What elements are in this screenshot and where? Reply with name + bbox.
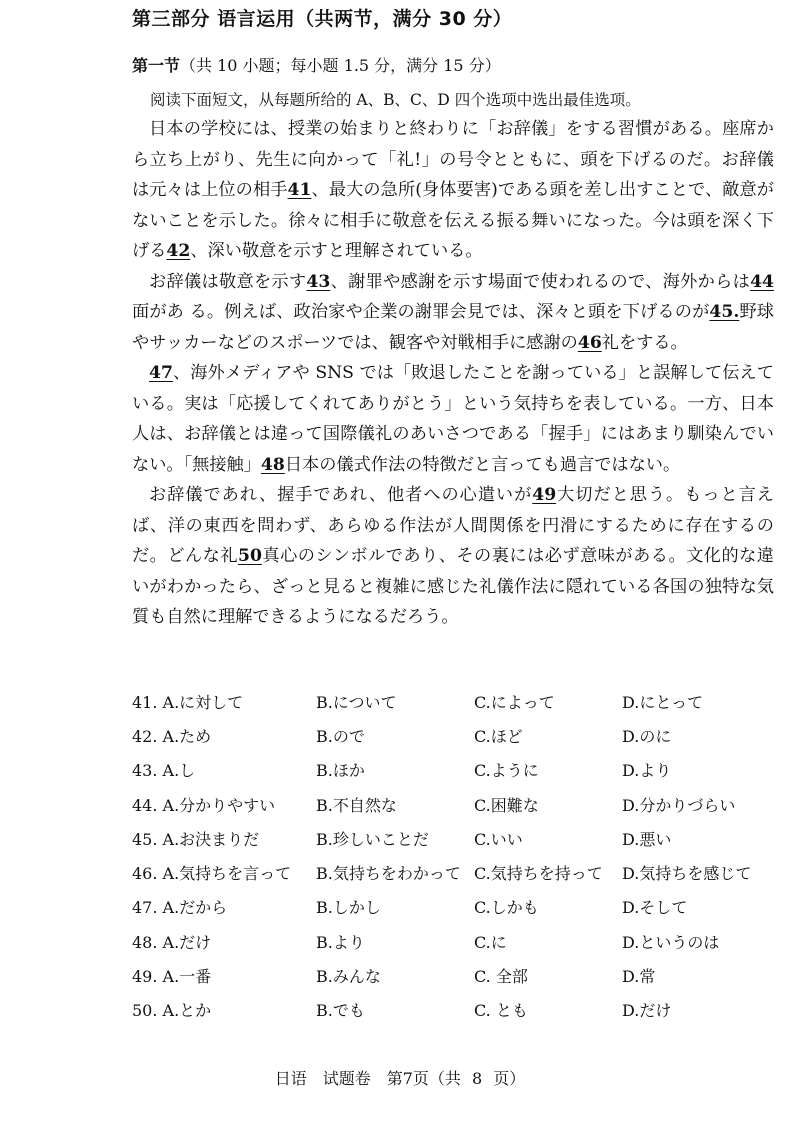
option-c: C.しかも bbox=[474, 898, 539, 918]
option-a: 43. A.し bbox=[132, 761, 196, 781]
passage-paragraph bbox=[132, 358, 774, 480]
section-info: （共 10 小题；每小题 1.5 分，满分 15 分） bbox=[180, 56, 501, 75]
passage-text: 大切だと思う。もっと言えば、洋の東西を問わず、あらゆる作法が人間関係を円滑にするために存在するのだ。どんな礼 bbox=[132, 485, 774, 566]
question-options-row bbox=[132, 890, 772, 924]
option-a: 47. A.だから bbox=[132, 898, 228, 918]
passage-text: 礼をする。 bbox=[601, 332, 688, 353]
question-options-row bbox=[132, 821, 772, 855]
option-d: D.だけ bbox=[622, 1001, 672, 1021]
option-b: B.でも bbox=[316, 1001, 365, 1021]
option-c: C.困難な bbox=[474, 795, 539, 815]
option-b: B.ほか bbox=[316, 761, 365, 781]
section-label: 第一节 bbox=[132, 56, 181, 75]
blank-number: 41 bbox=[287, 180, 312, 200]
blank-number: 45. bbox=[709, 302, 740, 322]
option-b: B.について bbox=[316, 692, 397, 712]
option-c: C.いい bbox=[474, 829, 523, 849]
option-d: D.常 bbox=[622, 967, 656, 987]
option-a: 46. A.気持ちを言って bbox=[132, 864, 292, 884]
blank-number: 50 bbox=[238, 546, 262, 566]
option-a: 49. A.一番 bbox=[132, 967, 212, 987]
passage-text: 、最大の急所(身体要害)である頭を差し出すことで、敵意がないことを示した。徐々に相手に敬意を伝える振る舞いになった。今は頭を深く下げる bbox=[132, 180, 774, 261]
blank-number: 44 bbox=[750, 271, 774, 292]
option-d: D.分かりづらい bbox=[622, 795, 736, 815]
option-a: 45. A.お決まりだ bbox=[132, 829, 260, 849]
section-title bbox=[132, 53, 501, 76]
passage-text: 、海外メディアや SNS では「敗退したことを謝っている」と誤解して伝えている。実は「応援してくれてありがとう」という気持ちを表している。一方、日本人は、お辞儀とは違って国際儀礼のあいさつである「握手」にはあまり馴染んでいない。「無接触」 bbox=[132, 363, 774, 475]
passage-paragraph bbox=[132, 114, 774, 267]
instruction-text: 阅读下面短文，从每题所给的 A、B、C、D 四个选项中选出最佳选项。 bbox=[150, 91, 641, 109]
option-c: C.によって bbox=[474, 692, 555, 712]
blank-number: 46 bbox=[577, 332, 602, 353]
question-options-row bbox=[132, 993, 772, 1027]
passage-text: 真心のシンボルであり、その裏には必ず意味がある。文化的な違いがわかったら、ざっと見ると複雑に感じた礼儀作法に隠れている各国の独特な気質も自然に理解できるようになるだろう。 bbox=[132, 546, 774, 627]
question-options-row bbox=[132, 684, 772, 718]
option-d: D.悪い bbox=[622, 829, 672, 849]
option-c: C.に bbox=[474, 932, 507, 952]
question-options-row bbox=[132, 855, 772, 889]
blank-number: 49 bbox=[532, 485, 557, 505]
question-options-row bbox=[132, 753, 772, 787]
question-options-row bbox=[132, 958, 772, 992]
passage-text: お辞儀は敬意を示す bbox=[149, 271, 307, 292]
answer-options-list bbox=[132, 684, 772, 1027]
blank-number: 43 bbox=[306, 271, 331, 292]
option-d: D.気持ちを感じて bbox=[622, 864, 752, 884]
option-b: B.しかし bbox=[316, 898, 381, 918]
question-options-row bbox=[132, 924, 772, 958]
passage-text: 、謝罪や感謝を示す場面で使われるので、海外からは bbox=[330, 271, 751, 292]
option-c: C.ほど bbox=[474, 726, 523, 746]
option-b: B.より bbox=[316, 932, 365, 952]
passage-paragraph bbox=[132, 267, 774, 359]
option-d: D.のに bbox=[622, 726, 672, 746]
option-a: 42. A.ため bbox=[132, 726, 212, 746]
option-c: C. とも bbox=[474, 1001, 528, 1021]
blank-number: 48 bbox=[260, 454, 285, 475]
part-title: 第三部分 语言运用（共两节，满分 30 分） bbox=[132, 8, 513, 30]
reading-passage bbox=[132, 114, 774, 633]
passage-text: 日本の学校には、授業の始まりと終わりに「お辞儀」をする習慣がある。座席から立ち上がり、先生に向かって「礼!」の号令とともに、頭を下げるのだ。お辞儀は元々は上位の相手 bbox=[132, 119, 774, 200]
option-c: C.気持ちを持って bbox=[474, 864, 603, 884]
option-a: 44. A.分かりやすい bbox=[132, 795, 276, 815]
option-b: B.珍しいことだ bbox=[316, 829, 429, 849]
option-c: C. 全部 bbox=[474, 967, 528, 987]
passage-text: 、深い敬意を示すと理解されている。 bbox=[190, 241, 483, 261]
option-d: D.そして bbox=[622, 898, 688, 918]
option-a: 41. A.に対して bbox=[132, 692, 244, 712]
option-a: 48. A.だけ bbox=[132, 932, 212, 952]
passage-text: お辞儀であれ、握手であれ、他者への心遣いが bbox=[149, 485, 533, 505]
option-d: D.というのは bbox=[622, 932, 720, 952]
option-b: B.不自然な bbox=[316, 795, 397, 815]
question-options-row bbox=[132, 787, 772, 821]
option-d: D.より bbox=[622, 761, 672, 781]
option-d: D.にとって bbox=[622, 692, 704, 712]
option-b: B.気持ちをわかって bbox=[316, 864, 461, 884]
page-footer: 日语 试题卷 第7页（共 8 页） bbox=[274, 1069, 526, 1088]
question-options-row bbox=[132, 718, 772, 752]
passage-text: 野球やサッカーなどのスポーツでは、観客や対戦相手に感謝の bbox=[132, 302, 774, 353]
passage-text: 面があ る。例えば、政治家や企業の謝罪会見では、深々と頭を下げるのが bbox=[132, 302, 710, 322]
blank-number: 47 bbox=[149, 363, 173, 383]
option-b: B.ので bbox=[316, 726, 365, 746]
option-c: C.ように bbox=[474, 761, 539, 781]
option-a: 50. A.とか bbox=[132, 1001, 212, 1021]
passage-text: 日本の儀式作法の特徴だと言っても過言ではない。 bbox=[284, 454, 681, 475]
passage-paragraph bbox=[132, 480, 774, 633]
option-b: B.みんな bbox=[316, 967, 381, 987]
blank-number: 42 bbox=[166, 241, 191, 261]
